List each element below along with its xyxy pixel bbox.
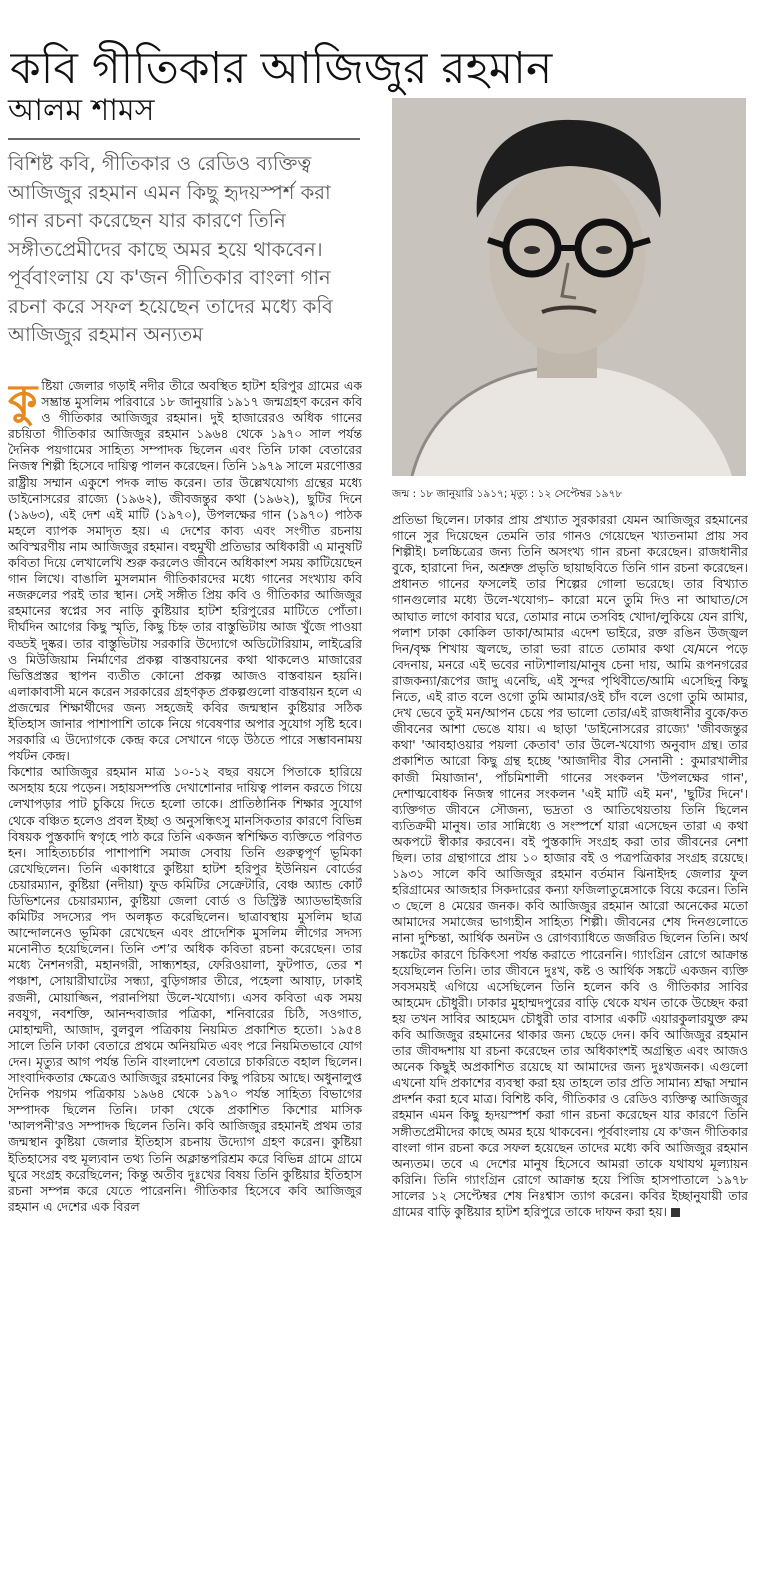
photo-caption: জন্ম : ১৮ জানুয়ারি ১৯১৭; মৃত্যু : ১২ সেপ্টেম্বর ১৯৭৮: [392, 488, 623, 500]
article-column-1: [8, 378, 362, 1570]
byline: আলম শামস: [8, 88, 360, 140]
column1-paragraph-1: ষ্টিয়া জেলার গড়াই নদীর তীরে অবস্থিত হাটশ হরিপুর গ্রামের এক সম্ভ্রান্ত মুসলিম পরিবারে ১৮ জানুয়ারি ১৯১৭ জন্মগ্রহণ করেন কবি ও গীতিকার আজিজুর রহমান। দুই হাজারেরও অধিক গানের রচয়িতা গীতিকার আজিজুর রহমান ১৯৬৪ থেকে ১৯৭০ সাল পর্যন্ত দৈনিক পয়গামের সাহিত্য সম্পাদক ছিলেন এবং তিনি ঢাকা বেতারের নিজস্ব শিল্পী হিসেবে দায়িত্ব পালন করেছেন। তিনি ১৯৭৯ সালে মরণোত্তর রাষ্ট্রীয় সম্মান একুশে পদক লাভ করেন। তার উল্লেখযোগ্য গ্রন্থের মধ্যে ডাইনোসরের রাজ্যে (১৯৬২), জীবজন্তুর কথা (১৯৬২), ছুটির দিনে (১৯৬৩), এই দেশ এই মাটি (১৯৭০), উপলক্ষের গান (১৯৭০) পাঠক মহলে ব্যাপক সমাদৃত হয়। এ দেশের কাব্য এবং সংগীত রচনায় অবিস্মরণীয় নাম আজিজুর রহমান। বহুমুখী প্রতিভার অধিকারী এ মানুষটি কবিতা দিয়ে লেখালেখি শুরু করলেও জীবনে অধিকাংশ সময় কাটিয়েছেন গান লিখে। বাঙালি মুসলমান গীতিকারদের মধ্যে গানের সংখ্যায় কবি নজরুলের পরই তার স্থান। সেই সঙ্গীত প্রিয় কবি ও গীতিকার আজিজুর রহমানের স্বপ্নের সব নাড়ি কুষ্টিয়ার হাটশ হরিপুরের মাটিতে পোঁতা। দীর্ঘদিন আগের কিছু স্মৃতি, কিছু চিহ্ন তার বাস্তুভিটায় আজ খুঁজে পাওয়া বড্ডই দুষ্কর। তার বাস্তুভিটায় সরকারি উদ্যোগে অডিটোরিয়াম, লাইব্রেরি ও মিউজিয়াম নির্মাণের প্রকল্প বাস্তবায়নের কথা থাকলেও মাজারের ভিত্তিপ্রস্তর স্থাপন ব্যতীত কোনো প্রকল্প আজও বাস্তবায়ন হয়নি। এলাকাবাসী মনে করেন সরকারের গ্রহণকৃত প্রকল্পগুলো বাস্তবায়ন হলে এ প্রজন্মের শিক্ষার্থীদের জন্য সহজেই কবির জন্মস্থান কুষ্টিয়ার সঠিক ইতিহাস জানার পাশাপাশি তাকে নিয়ে গবেষণার অপার সুযোগ সৃষ্টি হবে। সরকারি এ উদ্যোগকে কেন্দ্র করে সেখানে গড়ে উঠতে পারে সম্ভাবনাময় পর্যটন কেন্দ্র।: [8, 378, 362, 764]
headline: কবি গীতিকার আজিজুর রহমান: [10, 43, 553, 95]
portrait-photo: [392, 98, 746, 476]
column2-paragraph: প্রতিভা ছিলেন। ঢাকার প্রায় প্রখ্যাত সুরকাররা যেমন আজিজুর রহমানের গানে সুর দিয়েছেন তেমনি তার গানও গেয়েছেন খ্যাতনামা প্রায় সব শিল্পীই। চলচ্চিত্রের জন্য তিনি অসংখ্য গান রচনা করেছেন। রাজধানীর বুকে, হারানো দিন, অশ্রুক্ত প্রভৃতি ছায়াছবিতে তিনি গান রচনা করেছেন। প্রধানত গানের ফসলেই তার শিল্পের গোলা ভরেছে। তার বিখ্যাত গানগুলোর মধ্যে উলে-খযোগ্য– কারো মনে তুমি দিও না আঘাত/সে আঘাত লাগে কাবার ঘরে, তোমার নামে তসবিহ খোদা/লুকিয়ে যেন রাখি, পলাশ ঢাকা কোকিল ডাকা/আমার এদেশ ভাইরে, রক্ত রঙিন উজ্জ্বল দিন/বৃক্ষ শিখায় জ্বলছে, তারা ভরা রাতে তোমার কথা যে/মনে পড়ে বেদনায়, মনরে এই ভবের নাট্যশালায়/মানুষ চেনা দায়, আমি রূপনগরের রাজকন্যা/রূপের জাদু এনেছি, এই সুন্দর পৃথিবীতে/আমি এসেছিনু কিছু নিতে, এই রাত বলে ওগো তুমি আমার/ওই চাঁদ বলে ওগো তুমি আমার, দেখ ভেবে তুই মন/আপন চেয়ে পর ভালো তোর/এই রাজধানীর বুকে/কত জীবনের আশা ভেঙে যায়। এ ছাড়া 'ডাইনোসরের রাজ্যে' 'জীবজন্তুর কথা' 'আবহাওয়ার পয়লা কেতাব' তার উলে-খযোগ্য অনুবাদ গ্রন্থ। তার প্রকাশিত আরো কিছু গ্রন্থ হচ্ছে 'আজাদীর বীর সেনানী : কুমারখালীর কাজী মিয়াজান', পাঁচমিশালী গানের সংকলন 'উপলক্ষের গান', দেশাত্মবোধক নিজস্ব গানের সংকলন 'এই মাটি এই মন', 'ছুটির দিনে'। ব্যক্তিগত জীবনে সৌজন্য, ভদ্রতা ও আতিথেয়তায় তিনি ছিলেন ব্যতিক্রমী মানুষ। তার সান্নিধ্যে ও সংস্পর্শে যারা এসেছেন তারা এ কথা অকপটে স্বীকার করবেন। বই পুস্তকাদি সংগ্রহ করা তার জীবনের নেশা ছিল। তার গ্রন্থাগারে প্রায় ১০ হাজার বই ও পত্রপত্রিকার সংগ্রহ রয়েছে। ১৯৩১ সালে কবি আজিজুর রহমান বর্তমান ঝিনাইদহ জেলার ফুল হরিগ্রামের আজহার সিকদারের কন্যা ফজিলাতুন্নেসাকে বিয়ে করেন। তিনি ৩ ছেলে ৪ মেয়ের জনক। কবি আজিজুর রহমান আরো অনেকের মতো আমাদের সমাজের ভাগ্যহীন সাহিত্য শিল্পী। জীবনের শেষ দিনগুলোতে নানা দুশ্চিন্তা, আর্থিক অনটন ও রোগব্যাধিতে জর্জরিত ছিলেন তিনি। অর্থ সঙ্কটের কারণে চিকিৎসা পর্যন্ত করাতে পারেননি। গ্যাংগ্রিন রোগে আক্রান্ত হয়েছিলেন তিনি। তার জীবনে দুঃখ, কষ্ট ও আর্থিক সঙ্কটে একজন ব্যক্তি সবসময়ই এগিয়ে এসেছিলেন তিনি হলেন কবি ও গীতিকার সাবির আহমেদ চৌধুরী। ঢাকার মুহাম্মদপুরের বাড়ি থেকে যখন তাকে উচ্ছেদ করা হয় তখন সাবির আহমেদ চৌধুরী তার বাসার একটি এয়ারকুলারযুক্ত রুম কবি আজিজুর রহমানের থাকার জন্য ছেড়ে দেন। কবি আজিজুর রহমান তার জীবদ্দশায় যা রচনা করেছেন তার অধিকাংশই অগ্রন্থিত এবং আজও অনেক কিছুই অপ্রকাশিত রয়েছে যা আমাদের জন্য দুঃখজনক। এগুলো এখনো যদি প্রকাশের ব্যবস্থা করা হয় তাহলে তার প্রতি সামান্য শ্রদ্ধা সম্মান প্রদর্শন করা হবে মাত্র। বিশিষ্ট কবি, গীতিকার ও রেডিও ব্যক্তিত্ব আজিজুর রহমান এমন কিছু হৃদয়স্পর্শ করা গান রচনা করেছেন যার কারণে তিনি সঙ্গীতপ্রেমীদের কাছে অমর হয়ে থাকবেন। পূর্ববাংলায় যে ক'জন গীতিকার বাংলা গান রচনা করে সফল হয়েছেন তাদের মধ্যে কবি আজিজুর রহমান অন্যতম। তবে এ দেশের মানুষ হিসেবে আমরা তাকে যথাযথ মূল্যায়ন করিনি। তিনি গ্যাংগ্রিন রোগে আক্রান্ত হয়ে পিজি হাসপাতালে ১৯৭৮ সালের ১২ সেপ্টেম্বর শেষ নিঃশ্বাস ত্যাগ করেন। কবির ইচ্ছানুযায়ী তার গ্রামের বাড়ি কুষ্টিয়ার হাটশ হরিপুরে তাকে দাফন করা হয়।: [392, 512, 748, 1220]
portrait-illustration: [392, 98, 746, 476]
end-mark-icon: [671, 1208, 680, 1217]
lead-paragraph: বিশিষ্ট কবি, গীতিকার ও রেডিও ব্যক্তিত্ব আজিজুর রহমান এমন কিছু হৃদয়স্পর্শ করা গান রচনা করেছেন যার কারণে তিনি সঙ্গীতপ্রেমীদের কাছে অমর হয়ে থাকবেন। পূর্ববাংলায় যে ক'জন গীতিকার বাংলা গান রচনা করে সফল হয়েছেন তাদের মধ্যে কবি আজিজুর রহমান অন্যতম: [8, 152, 333, 346]
drop-cap: কু: [8, 378, 38, 424]
column1-paragraph-2: কিশোর আজিজুর রহমান মাত্র ১০-১২ বছর বয়সে পিতাকে হারিয়ে অসহায় হয়ে পড়েন। সহায়সম্পত্তি দেখাশোনার দায়িত্ব পালন করতে গিয়ে লেখাপড়ার পাট চুকিয়ে দিতে হলো তাকে। প্রাতিষ্ঠানিক শিক্ষার সুযোগ থেকে বঞ্চিত হলেও প্রবল ইচ্ছা ও অনুসন্ধিৎসু মানসিকতার কারণে বিভিন্ন বিষয়ক পুস্তকাদি স্বগৃহে পাঠ করে তিনি একজন স্বশিক্ষিত ব্যক্তিতে পরিণত হন। সাহিত্যচর্চার পাশাপাশি সমাজ সেবায় তিনি গুরুত্বপূর্ণ ভূমিকা রেখেছিলেন। তিনি একাধারে কুষ্টিয়া হাটশ হরিপুর ইউনিয়ন বোর্ডের চেয়ারম্যান, কুষ্টিয়া (নদীয়া) ফুড কমিটির সেক্রেটারি, বেঞ্চ অ্যান্ড কোর্ট ডিভিশনের চেয়ারম্যান, কুষ্টিয়া জেলা বোর্ড ও ডিস্ট্রিক্ট অ্যাডভাইজরি কমিটির সদস্যের পদ অলঙ্কৃত করেছিলেন। ছাত্রাবস্থায় মুসলিম ছাত্র আন্দোলনেও ভূমিকা রেখেছেন এবং প্রাদেশিক মুসলিম লীগের সদস্য মনোনীত হয়েছিলেন। তিনি ৩শ’র অধিক কবিতা রচনা করেছেন। তার মধ্যে নৈশনগরী, মহানগরী, সান্ধ্যশহর, ফেরিওয়ালা, ফুটপাত, তের শ পঞ্চাশ, সোয়ারীঘাটের সন্ধ্যা, বুড়িগঙ্গার তীরে, পহেলা আষাঢ়, ঢাকাই রজনী, মোয়াজ্জিন, পরানপিয়া উলে-খযোগ্য। এসব কবিতা এক সময় নবযুগ, নবশক্তি, আনন্দবাজার পত্রিকা, শনিবারের চিঠি, সওগাত, মোহাম্মদী, আজাদ, বুলবুল পত্রিকায় নিয়মিত প্রকাশিত হতো। ১৯৫৪ সালে তিনি ঢাকা বেতারে প্রথমে অনিয়মিত এবং পরে নিয়মিতভাবে যোগ দেন। মৃত্যুর আগ পর্যন্ত তিনি বাংলাদেশ বেতারে চাকরিতে বহাল ছিলেন। সাংবাদিকতার ক্ষেত্রেও আজিজুর রহমানের কিছু পরিচয় আছে। অধুনালুপ্ত দৈনিক পয়গম পত্রিকায় ১৯৬৪ থেকে ১৯৭০ পর্যন্ত সাহিত্য বিভাগের সম্পাদক ছিলেন তিনি। ঢাকা থেকে প্রকাশিত কিশোর মাসিক 'আলপনী'রও সম্পাদক ছিলেন তিনি। কবি আজিজুর রহমানই প্রথম তার জন্মস্থান কুষ্টিয়া জেলার ইতিহাস রচনায় উদ্যোগ গ্রহণ করেন। কুষ্টিয়া ইতিহাসের বহু মূল্যবান তথ্য তিনি অক্লান্তপরিশ্রম করে বিভিন্ন গ্রামে গ্রামে ঘুরে সংগ্রহ করেছিলেন; কিন্তু অতীব দুঃখের বিষয় তিনি কুষ্টিয়ার ইতিহাস রচনা সম্পন্ন করে যেতে পারেননি। গীতিকার হিসেবে কবি আজিজুর রহমান এ দেশের এক বিরল: [8, 764, 362, 1214]
article-column-2: [392, 512, 748, 1570]
